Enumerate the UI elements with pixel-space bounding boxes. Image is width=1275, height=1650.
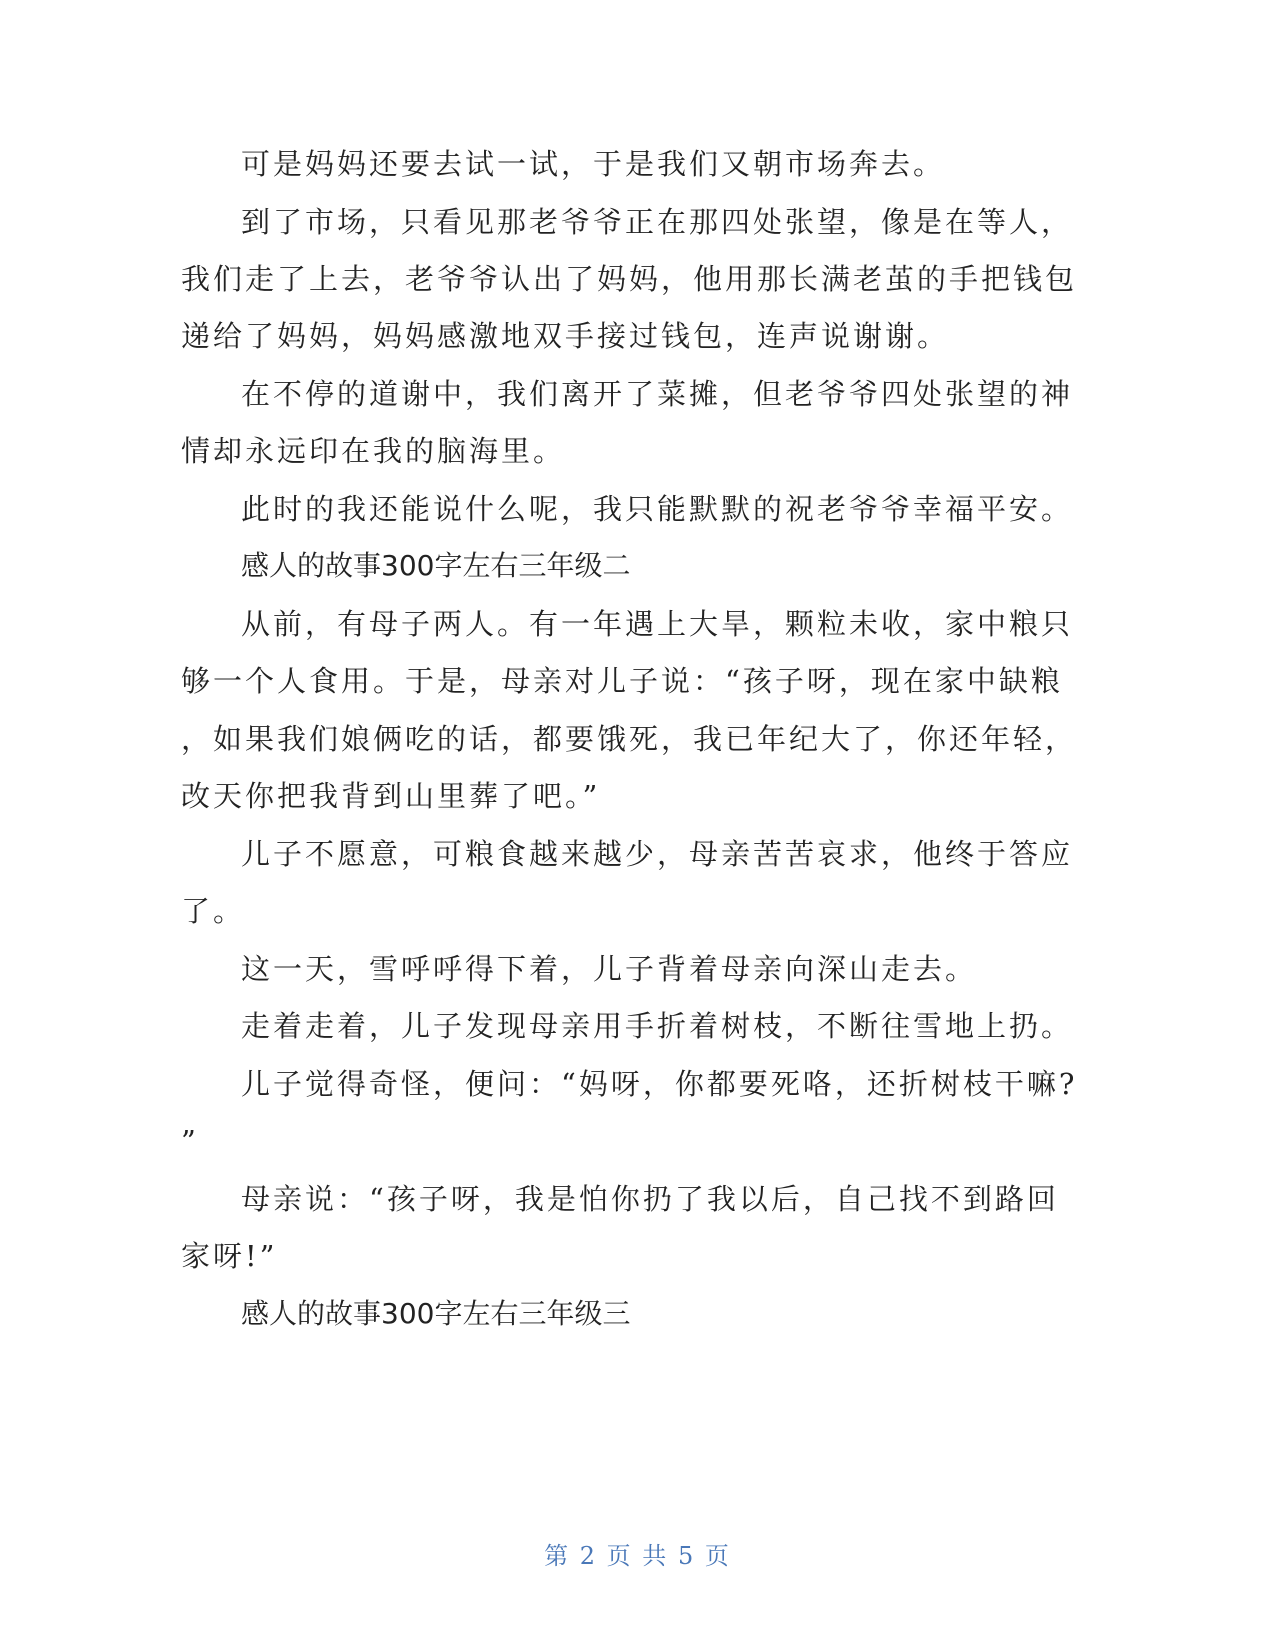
- text-line-10: 够一个人食用。于是，母亲对儿子说：“孩子呀，现在家中缺粮: [181, 664, 1063, 698]
- section-heading-3: 感人的故事300字左右三年级三: [241, 1297, 631, 1330]
- text-line-1: 可是妈妈还要去试一试，于是我们又朝市场奔去。: [241, 147, 946, 181]
- text-line-11: ，如果我们娘俩吃的话，都要饿死，我已年纪大了，你还年轻，: [181, 722, 1078, 756]
- text-line-4: 递给了妈妈，妈妈感激地双手接过钱包，连声说谢谢。: [181, 319, 950, 353]
- page-number-footer: 第 2 页 共 5 页: [544, 1542, 731, 1570]
- text-line-19: 母亲说：“孩子呀，我是怕你扔了我以后，自己找不到路回: [241, 1182, 1059, 1216]
- text-line-16: 走着走着，儿子发现母亲用手折着树枝，不断往雪地上扔。: [241, 1009, 1074, 1043]
- text-line-13: 儿子不愿意，可粮食越来越少，母亲苦苦哀求，他终于答应: [241, 837, 1074, 871]
- text-line-18: ”: [181, 1124, 199, 1158]
- text-line-2: 到了市场，只看见那老爷爷正在那四处张望，像是在等人，: [241, 205, 1074, 239]
- text-line-14: 了。: [181, 894, 246, 928]
- text-line-20: 家呀!”: [181, 1239, 278, 1273]
- text-line-17: 儿子觉得奇怪，便问：“妈呀，你都要死咯，还折树枝干嘛?: [241, 1067, 1078, 1101]
- text-line-15: 这一天，雪呼呼得下着，儿子背着母亲向深山走去。: [241, 952, 978, 986]
- text-line-9: 从前，有母子两人。有一年遇上大旱，颗粒未收，家中粮只: [241, 607, 1074, 641]
- text-line-6: 情却永远印在我的脑海里。: [181, 434, 566, 468]
- text-line-3: 我们走了上去，老爷爷认出了妈妈，他用那长满老茧的手把钱包: [181, 262, 1078, 296]
- section-heading-2: 感人的故事300字左右三年级二: [241, 549, 631, 582]
- text-line-7: 此时的我还能说什么呢，我只能默默的祝老爷爷幸福平安。: [241, 492, 1074, 526]
- text-line-5: 在不停的道谢中，我们离开了菜摊，但老爷爷四处张望的神: [241, 377, 1074, 411]
- text-line-12: 改天你把我背到山里葬了吧。”: [181, 779, 601, 813]
